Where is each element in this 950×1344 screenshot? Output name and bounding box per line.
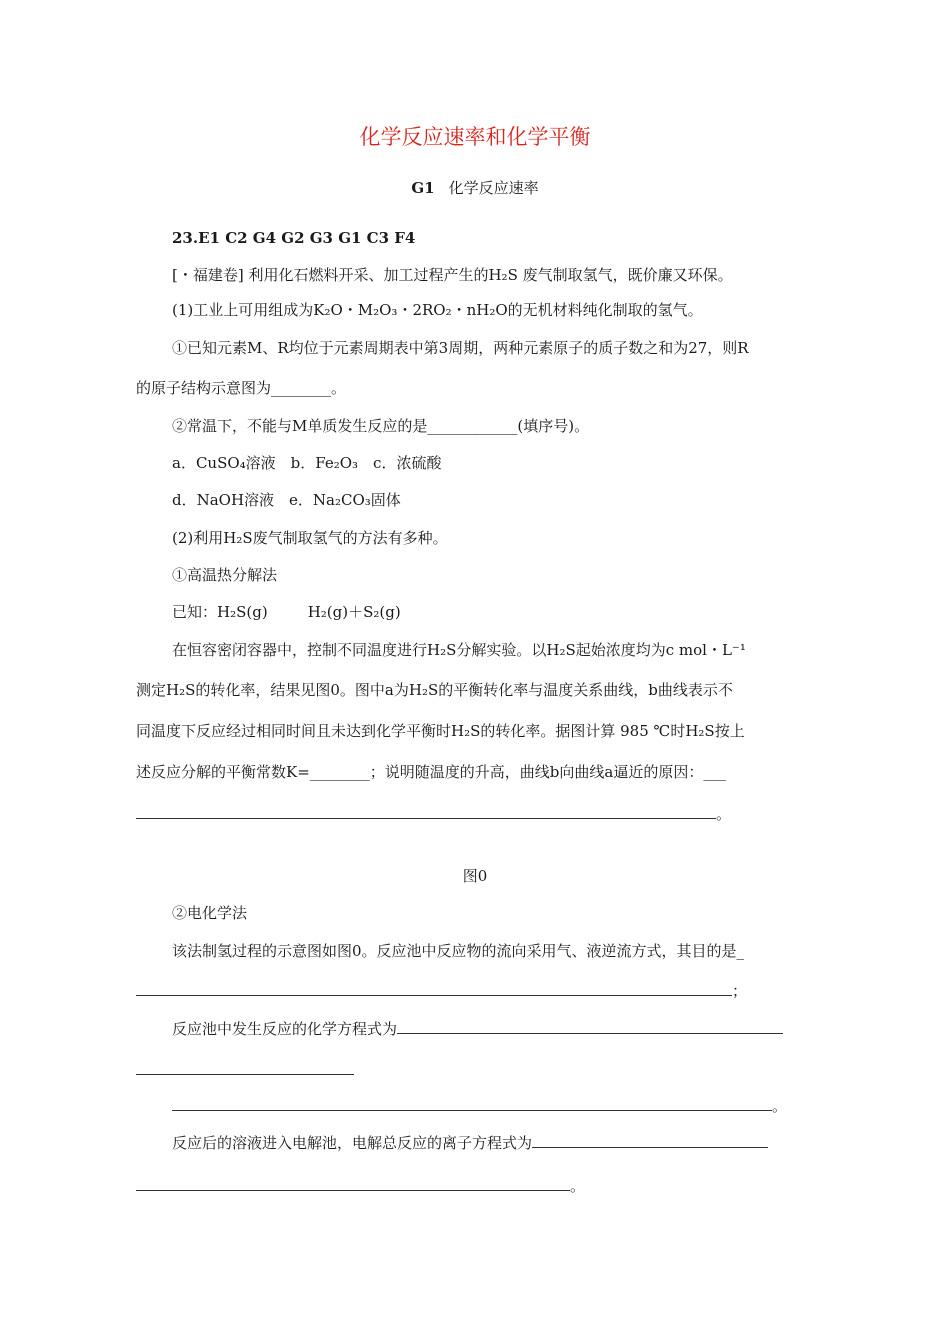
ec-line-3 <box>172 1019 783 1039</box>
part-1a-line2: 的原子结构示意图为________。 <box>136 379 347 397</box>
line-end: 。 <box>772 1097 788 1115</box>
section-code: G1 <box>411 179 435 197</box>
ec-line-2 <box>136 981 747 1001</box>
answer-blank[interactable] <box>172 1096 772 1111</box>
line-end: ； <box>732 982 748 1000</box>
answer-blank[interactable] <box>532 1133 768 1148</box>
answer-blank[interactable] <box>136 1176 570 1191</box>
ec-line-7 <box>136 1176 585 1196</box>
equation-reactant: 已知：H₂S(g) <box>172 603 268 621</box>
part-2-intro: (2)利用H₂S废气制取氢气的方法有多种。 <box>172 529 448 547</box>
line-end: 。 <box>716 805 732 823</box>
answer-blank[interactable] <box>397 1019 783 1034</box>
ec-line-3-text: 反应池中发生反应的化学方程式为 <box>172 1020 398 1038</box>
options-row-1: a．CuSO₄溶液 b．Fe₂O₃ c．浓硫酸 <box>172 454 442 472</box>
figure-label: 图0 <box>462 867 488 885</box>
paragraph-line-3: 同温度下反应经过相同时间且未达到化学平衡时H₂S的转化率。据图计算 985 ℃时H₂S按上 <box>136 722 745 740</box>
question-source: [・福建卷] 利用化石燃料开采、加工过程产生的H₂S 废气制取氢气，既价廉又环保。 <box>172 266 733 284</box>
answer-blank[interactable] <box>136 1060 354 1075</box>
page-title: 化学反应速率和化学平衡 <box>359 125 591 149</box>
section-heading <box>0 178 950 198</box>
ec-line-1: 该法制氢过程的示意图如图0。反应池中反应物的流向采用气、液逆流方式，其目的是_ <box>172 942 745 960</box>
part-1b: ②常温下，不能与M单质发生反应的是____________(填序号)。 <box>172 417 590 435</box>
paragraph-line-5 <box>136 804 731 824</box>
answer-blank[interactable] <box>136 804 716 819</box>
known-equation <box>172 602 401 622</box>
line-end: 。 <box>570 1177 586 1195</box>
ec-line-4 <box>136 1060 354 1080</box>
part-2a-heading: ①高温热分解法 <box>172 566 278 584</box>
section-title: 化学反应速率 <box>448 179 539 197</box>
equation-products: H₂(g)＋S₂(g) <box>307 603 401 621</box>
part-1a-line1: ①已知元素M、R均位于元素周期表中第3周期，两种元素原子的质子数之和为27，则R <box>172 339 749 357</box>
ec-line-5 <box>172 1096 787 1116</box>
options-row-2: d．NaOH溶液 e．Na₂CO₃固体 <box>172 491 401 509</box>
ec-line-6-text: 反应后的溶液进入电解池，电解总反应的离子方程式为 <box>172 1134 533 1152</box>
paragraph-line-1: 在恒容密闭容器中，控制不同温度进行H₂S分解实验。以H₂S起始浓度均为c mol・L⁻¹ <box>172 641 746 659</box>
paragraph-line-2: 测定H₂S的转化率，结果见图0。图中a为H₂S的平衡转化率与温度关系曲线，b曲线表示不 <box>136 681 733 699</box>
paragraph-line-4: 述反应分解的平衡常数K=________；说明随温度的升高，曲线b向曲线a逼近的原因：___ <box>136 763 726 781</box>
ec-line-6 <box>172 1133 768 1153</box>
answer-blank[interactable] <box>136 981 732 996</box>
question-number: 23.E1 C2 G4 G2 G3 G1 C3 F4 <box>172 229 416 247</box>
part-1-intro: (1)工业上可用组成为K₂O・M₂O₃・2RO₂・nH₂O的无机材料纯化制取的氢气。 <box>172 301 703 319</box>
part-2b-heading: ②电化学法 <box>172 904 248 922</box>
